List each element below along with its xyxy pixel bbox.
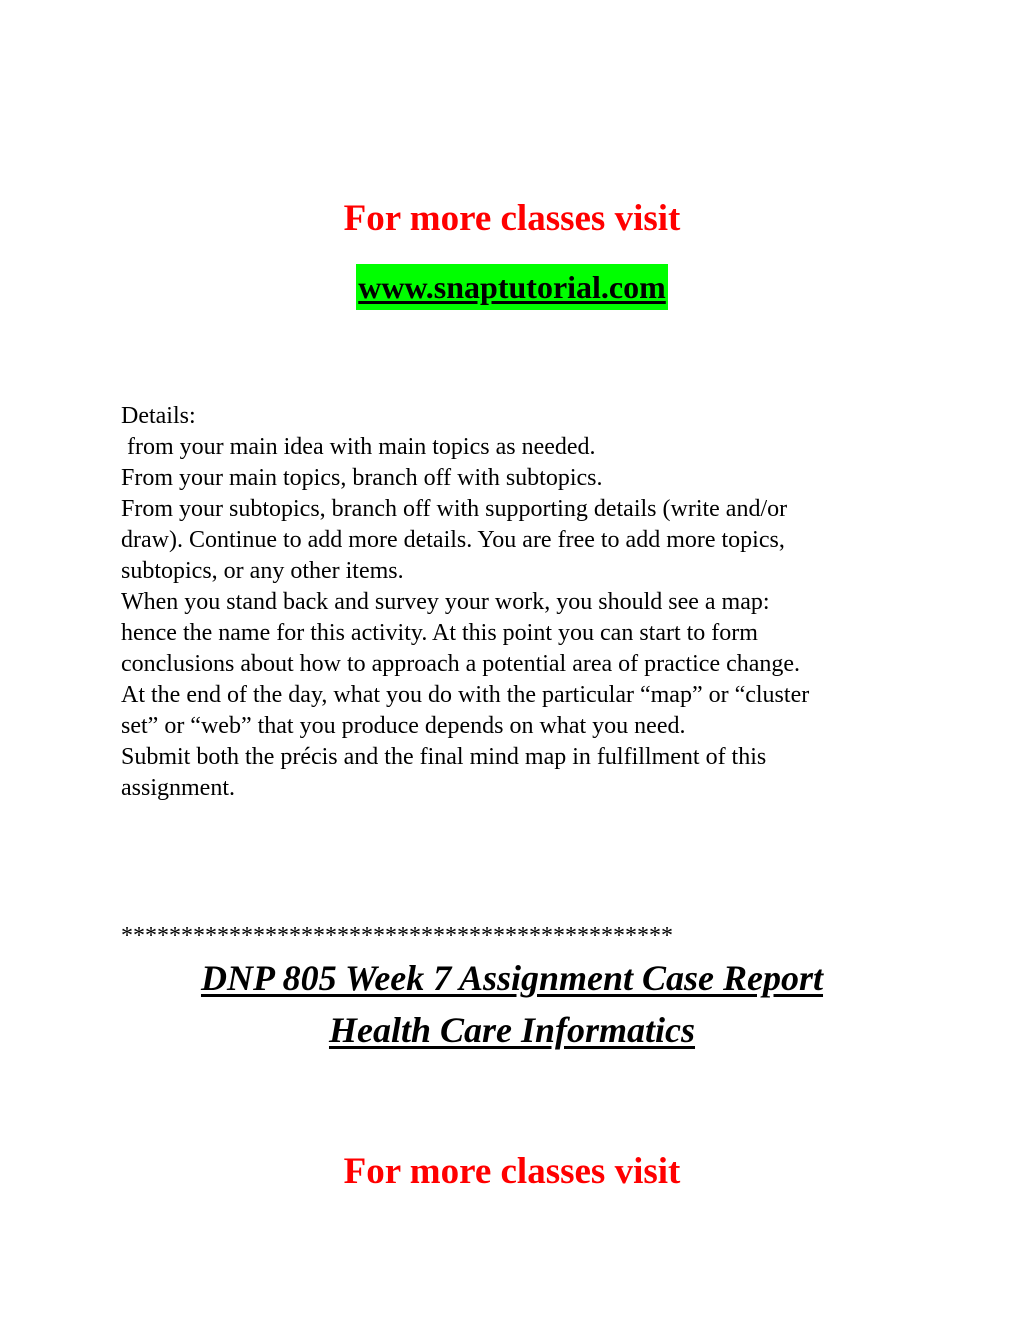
promo-heading-bottom: For more classes visit [343, 1151, 681, 1192]
details-line: Submit both the précis and the final mind map in fulfillment of this [121, 744, 767, 770]
site-link-container [0, 264, 1024, 310]
site-link[interactable]: www.snaptutorial.com [356, 264, 668, 310]
details-line: from your main idea with main topics as needed. [121, 434, 596, 460]
details-line: draw). Continue to add more details. You are free to add more topics, [121, 527, 785, 553]
details-line: When you stand back and survey your work, you should see a map: [121, 589, 770, 615]
details-line: assignment. [121, 775, 235, 801]
course-title-line-2: Health Care Informatics [328, 1010, 696, 1050]
details-line: From your main topics, branch off with subtopics. [121, 465, 603, 491]
details-line: From your subtopics, branch off with supporting details (write and/or [121, 496, 788, 522]
details-line: hence the name for this activity. At this point you can start to form [121, 620, 758, 646]
details-section [121, 401, 911, 804]
details-label: Details: [121, 403, 196, 429]
promo-heading-top: For more classes visit [343, 198, 681, 239]
details-line: subtopics, or any other items. [121, 558, 404, 584]
details-line: At the end of the day, what you do with the particular “map” or “cluster [121, 682, 810, 708]
course-title-line-1: DNP 805 Week 7 Assignment Case Report [200, 958, 824, 998]
details-line: set” or “web” that you produce depends on what you need. [121, 713, 686, 739]
separator-line: ********************************************** [121, 923, 673, 949]
details-line: conclusions about how to approach a potential area of practice change. [121, 651, 801, 677]
